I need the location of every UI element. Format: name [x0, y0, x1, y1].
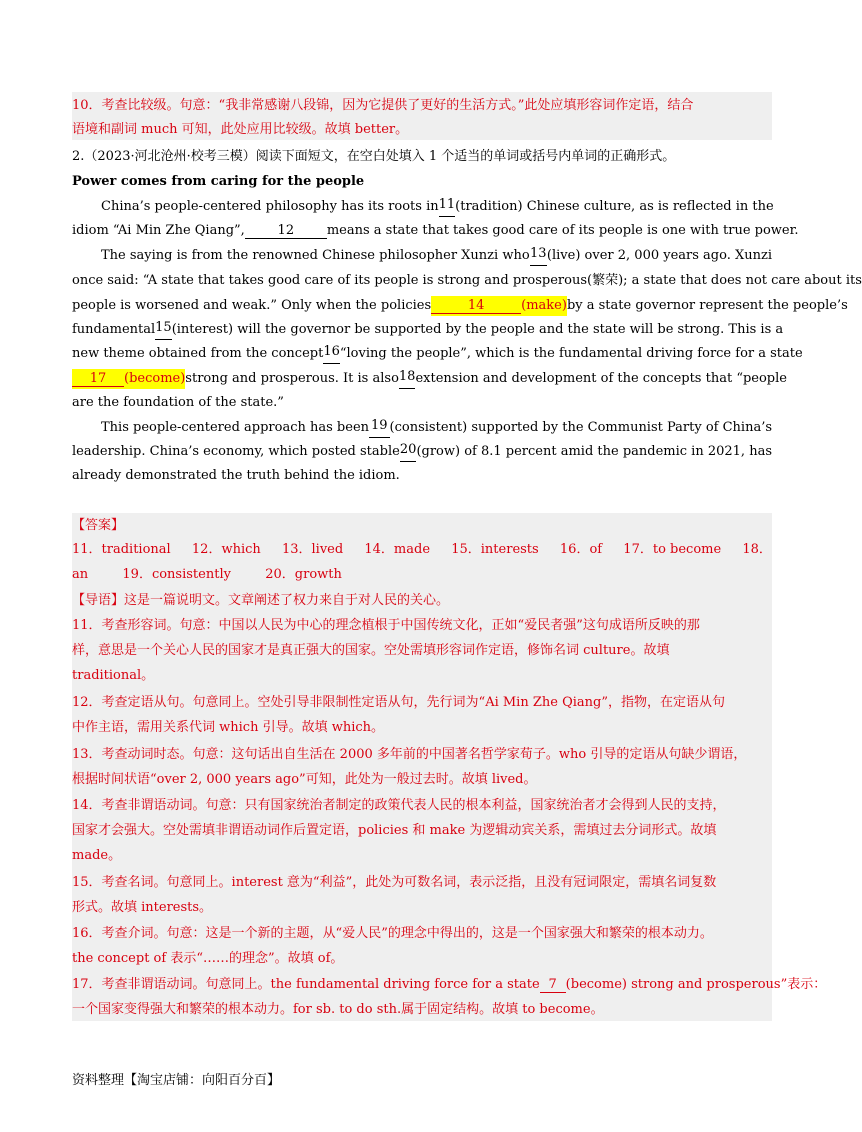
answer-item: 20．growth [265, 567, 342, 582]
blank-18: 18 [399, 369, 416, 389]
passage-p2-line6: 17 (become) strong and prosperous. It is also 18 extension and development of the concepts that “people [72, 369, 772, 389]
passage-p2-line5: new theme obtained from the concept 16 “loving the people”, which is the fundamental driving force for a state [72, 344, 772, 364]
answer-item: 18． [742, 542, 772, 557]
explanation-11-line1: 11．考查形容词。句意：中国以人民为中心的理念植根于中国传统文化，正如“爱民者强”这句成语所反映的那 [72, 618, 700, 633]
answer-item: an [72, 567, 89, 582]
q10-line1: 10．考查比较级。句意：“我非常感谢八段锦，因为它提供了更好的生活方式。”此处应填形容词作定语，结合 [72, 98, 694, 113]
passage-p2-line2: once said: “A state that takes good care of its people is strong and prosperous(繁荣); a state that does not care about its [72, 273, 862, 288]
answer-item: 16．of [559, 542, 603, 557]
highlight-14: 14 (make) [431, 296, 567, 316]
passage-p2-line7: are the foundation of the state.” [72, 395, 284, 410]
explanation-16-line2: the concept of 表示“……的理念”。故填 of。 [72, 951, 344, 966]
blank-14: 14 [431, 298, 521, 314]
blank-11: 11 [439, 197, 456, 217]
answer-item: 14．made [364, 542, 431, 557]
passage-p2-line3: people is worsened and weak.” Only when the policies 14 (make) by a state governor represent the people’s [72, 296, 772, 316]
blank-20: 20 [400, 442, 417, 462]
explanation-16-line1: 16．考查介词。句意：这是一个新的主题，从“爱人民”的理念中得出的，这是一个国家强大和繁荣的根本动力。 [72, 926, 713, 941]
explanation-14-line2: 国家才会强大。空处需填非谓语动词作后置定语，policies 和 make 为逻辑动宾关系，需填过去分词形式。故填 [72, 823, 717, 838]
passage-p2-line4: fundamental 15 (interest) will the governor be supported by the people and the state will be strong. This is a [72, 320, 772, 340]
blank-16: 16 [323, 344, 340, 364]
answer-item: 13．lived [281, 542, 344, 557]
answer-item: 15．interests [451, 542, 539, 557]
explanation-12-line2: 中作主语，需用关系代词 which 引导。故填 which。 [72, 720, 385, 735]
answer-item: 12．which [191, 542, 261, 557]
answer-item: 17．to become [623, 542, 722, 557]
passage-p1-line2: idiom “Ai Min Zhe Qiang”, 12 means a state that takes good care of its people is one with true power. [72, 223, 799, 238]
explanation-13-line2: 根据时间状语“over 2, 000 years ago”可知，此处为一般过去时。故填 lived。 [72, 772, 537, 787]
passage-p3-line3: already demonstrated the truth behind the idiom. [72, 468, 400, 483]
answer-item: 19．consistently [122, 567, 231, 582]
guide-text: 【导语】这是一篇说明文。文章阐述了权力来自于对人民的关心。 [72, 593, 450, 608]
blank-12: 12 [245, 223, 327, 239]
blank-15: 15 [155, 320, 172, 340]
passage-p2-line1: The saying is from the renowned Chinese philosopher Xunzi who 13 (live) over 2, 000 years ago. Xunzi [101, 246, 772, 266]
explanation-13-line1: 13．考查动词时态。句意：这句话出自生活在 2000 多年前的中国著名哲学家荀子。who 引导的定语从句缺少谓语， [72, 747, 747, 762]
passage-title: Power comes from caring for the people [72, 174, 365, 189]
explanation-15-line2: 形式。故填 interests。 [72, 900, 213, 915]
passage-p1-line1: China’s people-centered philosophy has its roots in 11 (tradition) Chinese culture, as is reflected in the [101, 197, 772, 217]
blank-17: 17 [72, 371, 124, 387]
question-2-intro: 2.（2023·河北沧州·校考三模）阅读下面短文，在空白处填入 1 个适当的单词或括号内单词的正确形式。 [72, 149, 676, 164]
q10-line2: 语境和副词 much 可知，此处应用比较级。故填 better。 [72, 122, 409, 137]
explanation-14-line1: 14．考查非谓语动词。句意：只有国家统治者制定的政策代表人民的根本利益，国家统治者才会得到人民的支持， [72, 798, 726, 813]
answer-item: 11．traditional [72, 542, 171, 557]
highlight-17: 17 (become) [72, 369, 185, 389]
explanation-11-line3: traditional。 [72, 668, 155, 683]
explanation-15-line1: 15．考查名词。句意同上。interest 意为“利益”，此处为可数名词，表示泛指，且没有冠词限定，需填名词复数 [72, 875, 717, 890]
blank-19: 19 [369, 418, 390, 438]
answers-row-1 [72, 540, 772, 560]
passage-p3-line2: leadership. China’s economy, which posted stable 20 (grow) of 8.1 percent amid the pandemic in 2021, has [72, 442, 772, 462]
explanation-14-line3: made。 [72, 848, 122, 863]
answers-row-2 [72, 565, 772, 585]
explanation-17-line2: 一个国家变得强大和繁荣的根本动力。for sb. to do sth.属于固定结构。故填 to become。 [72, 1002, 604, 1017]
blank-13: 13 [530, 246, 547, 266]
answer-shade [72, 513, 827, 1021]
explanation-12-line1: 12．考查定语从句。句意同上。空处引导非限制性定语从句，先行词为“Ai Min Zhe Qiang”，指物，在定语从句 [72, 695, 725, 710]
explanation-17-line1: 17．考查非谓语动词。句意同上。the fundamental driving force for a state 7 (become) strong and prosperous”表示： [72, 977, 827, 992]
footer-text: 资料整理【淘宝店铺：向阳百分百】 [72, 1073, 281, 1088]
answer-header: 【答案】 [72, 518, 125, 533]
explanation-11-line2: 样，意思是一个关心人民的国家才是真正强大的国家。空处需填形容词作定语，修饰名词 culture。故填 [72, 643, 670, 658]
blank-17-ref: 7 [540, 977, 566, 993]
passage-p3-line1: This people-centered approach has been 19 (consistent) supported by the Communist Party of China’s [101, 418, 772, 438]
